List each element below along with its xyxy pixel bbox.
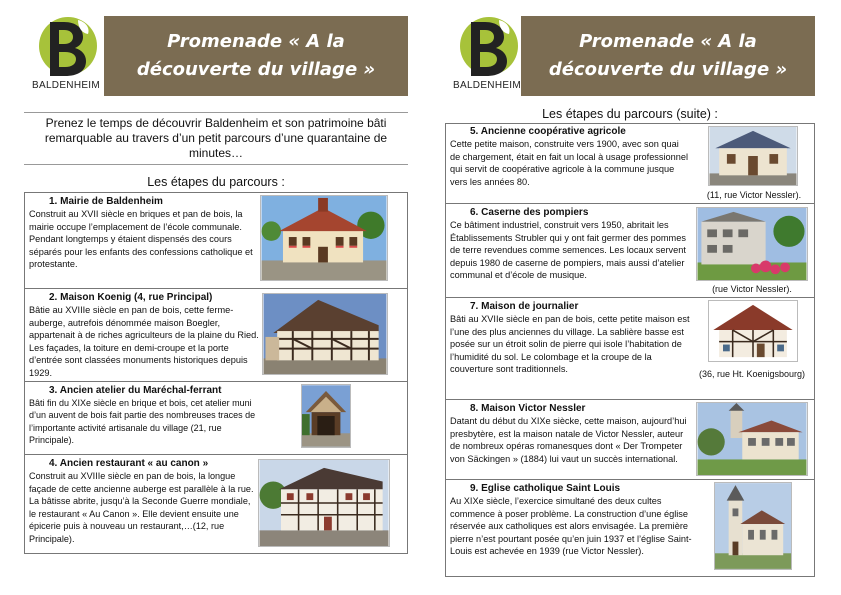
entry-4 — [25, 455, 407, 553]
church-photo — [714, 482, 792, 570]
entry-caption: (11, rue Victor Nessler). — [706, 190, 802, 200]
entry-title: 3. Ancien atelier du Maréchal-ferrant — [49, 385, 222, 396]
workshop-photo — [301, 384, 351, 448]
presbytery-photo — [696, 402, 808, 476]
entry-list — [24, 192, 408, 554]
entry-title: 7. Maison de journalier — [470, 301, 579, 312]
banner-line-1: Promenade « A la — [167, 31, 345, 52]
title-banner — [521, 16, 815, 96]
section-title: Les étapes du parcours (suite) : — [542, 107, 718, 121]
section-title: Les étapes du parcours : — [147, 175, 285, 189]
entry-1 — [25, 193, 407, 289]
baldenheim-logo-icon — [38, 16, 98, 76]
entry-description: Construit au XVII siècle en briques et pan de bois, la mairie occupe l’emplacement de l’école communale. Pendant longtemps y étaient dispensés des cours séparés pour les enfants des confessions catholique et protestante. — [29, 209, 253, 270]
logo-text: BALDENHEIM — [453, 80, 522, 91]
cooperative-icon — [709, 127, 797, 185]
entry-description: Au XIXe siècle, l’exercice simultané des deux cultes commence à poser problème. La construction d’une église réservée aux catholiques est alors envisagée. La première pierre n’est pourtant posée qu’en juin 1937 et l’église Saint-Louis est achevée en 1939 (rue Victor Nessler). — [450, 496, 692, 557]
entry-6 — [446, 204, 814, 298]
entry-title: 9. Eglise catholique Saint Louis — [470, 483, 621, 494]
entry-description: Bâti au XVIIe siècle en pan de bois, cette petite maison est l’une des plus anciennes du village. La sablière basse est posée sur un étroit solin de pierre qui isole l’habitation de l’humidité du sol. Le colombage et la croupe de la couverture sont traditionnels. — [450, 314, 690, 375]
workshop-icon — [302, 385, 350, 447]
intro-text: Prenez le temps de découvrir Baldenheim et son patrimoine bâti remarquable au travers d’un petit parcours d’une quarantaine de minutes… — [24, 112, 408, 165]
entry-description: Datant du début du XIXe siècke, cette maison, aujourd’hui presbytère, est la maison natale de Victor Nessler, auteur de nombreux opéras romanesques dont « Der Trompeter von Säckingen » (1884) lui vaut un succès international. — [450, 416, 687, 464]
logo-text: BALDENHEIM — [32, 80, 101, 91]
entry-description: Construit au XVIIIe siècle en pan de bois, la longue façade de cette ancienne auberge est parallèle à la rue. La bâtisse abrite, jusqu’à la Seconde Guerre mondiale, le restaurant « Au Canon ». Elle devient ensuite une épicerie puis à nouveau un restaurant,…(12, rue Principale). — [29, 471, 254, 544]
entry-title: 5. Ancienne coopérative agricole — [470, 126, 626, 137]
town-hall-photo — [260, 195, 388, 281]
entry-caption: (rue Victor Nessler). — [712, 284, 792, 294]
church-icon — [715, 483, 791, 569]
cottage-photo — [708, 300, 798, 362]
presbytery-icon — [697, 403, 807, 475]
entry-title: 8. Maison Victor Nessler — [470, 403, 586, 414]
header — [445, 14, 815, 98]
header — [24, 14, 408, 98]
entry-9 — [446, 480, 814, 576]
entry-title: 6. Caserne des pompiers — [470, 207, 589, 218]
entry-description: Cette petite maison, construite vers 1900, avec son quai de chargement, était en fait un local à usage professionnel qui servit de coopérative agricole à la commune jusque vers les années 80. — [450, 139, 689, 187]
baldenheim-logo-icon — [459, 16, 519, 76]
banner-line-2: découverte du village » — [136, 59, 376, 80]
long-inn-icon — [259, 460, 389, 546]
logo — [32, 16, 102, 98]
entry-description: Bâti fin du XIXe siècle en brique et bois, cet atelier muni d’un auvent de bois fait partie des nombreuses traces de l’importante activité artisanale du village (21, rue Principale). — [29, 398, 256, 446]
right-page — [445, 14, 815, 577]
entry-5 — [446, 124, 814, 204]
entry-2 — [25, 289, 407, 382]
cottage-icon — [709, 301, 797, 361]
half-timbered-farm-icon — [263, 294, 387, 374]
logo — [453, 16, 523, 98]
left-page — [24, 14, 408, 554]
entry-3 — [25, 382, 407, 455]
entry-7 — [446, 298, 814, 400]
restaurant-photo — [258, 459, 390, 547]
maison-koenig-photo — [262, 293, 388, 375]
banner-line-1: Promenade « A la — [579, 31, 757, 52]
entry-description: Ce bâtiment industriel, construit vers 1950, abritait les Établissements Strubler qui y ont fait germer des pommes de terre revendues comme semences. Les locaux servent depuis 1980 de caserne de pompiers, mais aussi d’atelier communal et d’école de musique. — [450, 220, 686, 281]
entry-title: 2. Maison Koenig (4, rue Principal) — [49, 292, 213, 303]
banner-line-2: découverte du village » — [548, 59, 788, 80]
cooperative-photo — [708, 126, 798, 186]
entry-title: 1. Mairie de Baldenheim — [49, 196, 163, 207]
entry-list — [445, 123, 815, 577]
entry-caption: (36, rue Ht. Koenigsbourg) — [698, 369, 806, 379]
entry-description: Bâtie au XVIIIe siècle en pan de bois, cette ferme-auberge, autrefois dénommée maison Boegler, appartenait à de riches agriculteurs de la plaine du Ried. Les façades, la toiture en demi-croupe et la porte d’entrée sont classées monuments historiques depuis 1929. — [29, 305, 259, 378]
town-hall-icon — [261, 196, 387, 280]
fire-station-icon — [697, 208, 807, 280]
fire-station-photo — [696, 207, 808, 281]
title-banner — [104, 16, 408, 96]
entry-title: 4. Ancien restaurant « au canon » — [49, 458, 209, 469]
entry-8 — [446, 400, 814, 480]
